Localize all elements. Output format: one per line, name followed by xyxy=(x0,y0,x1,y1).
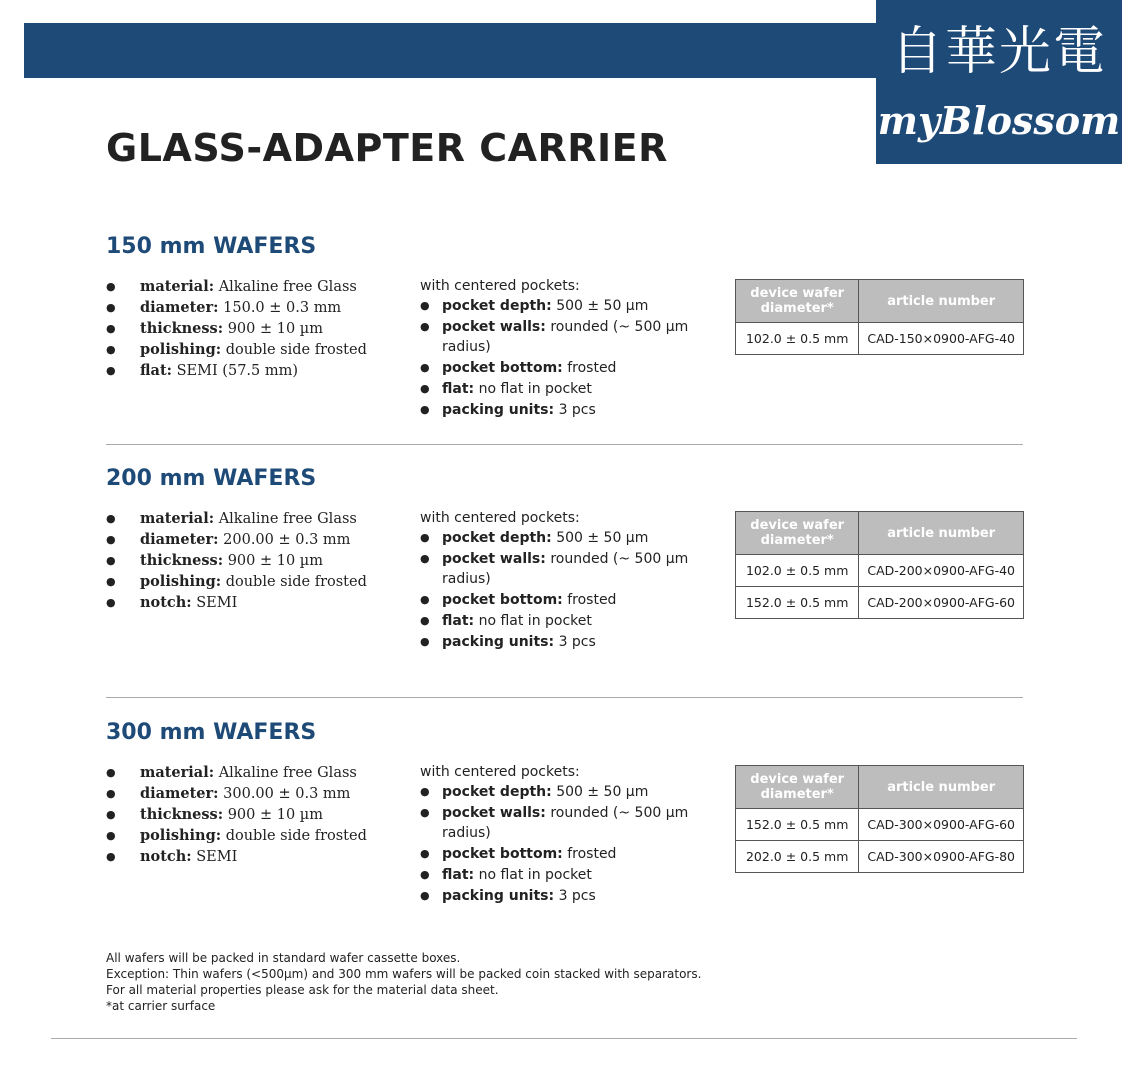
property-item: ● material: Alkaline free Glass xyxy=(106,762,406,783)
table-cell-diameter: 102.0 ± 0.5 mm xyxy=(736,555,859,587)
table-cell-diameter: 152.0 ± 0.5 mm xyxy=(736,809,859,841)
pocket-item: ● flat: no flat in pocket xyxy=(420,611,720,631)
pocket-item: ● pocket bottom: frosted xyxy=(420,358,720,378)
property-item: ● notch: SEMI xyxy=(106,592,406,613)
pocket-item: ● pocket depth: 500 ± 50 µm xyxy=(420,782,720,802)
pocket-item: ● pocket depth: 500 ± 50 µm xyxy=(420,296,720,316)
pocket-item: ● pocket depth: 500 ± 50 µm xyxy=(420,528,720,548)
property-item: ● polishing: double side frosted xyxy=(106,571,406,592)
property-item: ● material: Alkaline free Glass xyxy=(106,508,406,529)
table-header-article: article number xyxy=(859,766,1024,809)
property-item: ● polishing: double side frosted xyxy=(106,825,406,846)
property-list xyxy=(106,276,406,381)
footer-divider xyxy=(51,1038,1077,1039)
section-300mm xyxy=(106,719,1024,939)
table-row xyxy=(736,555,1024,587)
table-cell-article: CAD-200×0900-AFG-40 xyxy=(859,555,1024,587)
table-cell-article: CAD-200×0900-AFG-60 xyxy=(859,587,1024,619)
pocket-item: ● flat: no flat in pocket xyxy=(420,865,720,885)
property-item: ● polishing: double side frosted xyxy=(106,339,406,360)
pockets-intro: with centered pockets: xyxy=(420,510,580,526)
table-row xyxy=(736,841,1024,873)
brand-english-name: myBlossom xyxy=(877,98,1121,143)
section-divider xyxy=(106,697,1023,698)
property-item: ● notch: SEMI xyxy=(106,846,406,867)
pocket-item: ● pocket walls: rounded (~ 500 µm radius) xyxy=(420,317,720,357)
section-title: 200 mm WAFERS xyxy=(106,466,317,491)
footnote-line: All wafers will be packed in standard wafer cassette boxes. xyxy=(106,951,461,965)
table-cell-diameter: 152.0 ± 0.5 mm xyxy=(736,587,859,619)
table-cell-diameter: 102.0 ± 0.5 mm xyxy=(736,323,859,355)
table-header-article: article number xyxy=(859,512,1024,555)
pocket-item: ● pocket walls: rounded (~ 500 µm radius) xyxy=(420,803,720,843)
table-header-article: article number xyxy=(859,280,1024,323)
table-row xyxy=(736,809,1024,841)
pocket-item: ● flat: no flat in pocket xyxy=(420,379,720,399)
table-header-diameter: device wafer diameter* xyxy=(736,512,859,555)
section-200mm xyxy=(106,465,1024,685)
brand-chinese-name: 自華光電 xyxy=(890,22,1107,82)
property-item: ● diameter: 200.00 ± 0.3 mm xyxy=(106,529,406,550)
section-title: 300 mm WAFERS xyxy=(106,720,317,745)
pocket-item: ● pocket bottom: frosted xyxy=(420,844,720,864)
section-title: 150 mm WAFERS xyxy=(106,234,317,259)
pocket-item: ● packing units: 3 pcs xyxy=(420,632,720,652)
table-row xyxy=(736,587,1024,619)
table-cell-article: CAD-300×0900-AFG-60 xyxy=(859,809,1024,841)
property-list xyxy=(106,508,406,613)
property-item: ● thickness: 900 ± 10 µm xyxy=(106,550,406,571)
table-header-diameter: device wafer diameter* xyxy=(736,280,859,323)
property-item: ● diameter: 150.0 ± 0.3 mm xyxy=(106,297,406,318)
page-title: GLASS-ADAPTER CARRIER xyxy=(106,126,668,170)
property-item: ● diameter: 300.00 ± 0.3 mm xyxy=(106,783,406,804)
pocket-list xyxy=(420,508,720,653)
property-item: ● material: Alkaline free Glass xyxy=(106,276,406,297)
property-item: ● thickness: 900 ± 10 µm xyxy=(106,804,406,825)
table-cell-diameter: 202.0 ± 0.5 mm xyxy=(736,841,859,873)
table-row xyxy=(736,323,1024,355)
section-divider xyxy=(106,444,1023,445)
brand-logo xyxy=(876,0,1122,164)
table-cell-article: CAD-150×0900-AFG-40 xyxy=(859,323,1024,355)
pockets-intro: with centered pockets: xyxy=(420,764,580,780)
footnote-line: *at carrier surface xyxy=(106,999,216,1013)
table-header-diameter: device wafer diameter* xyxy=(736,766,859,809)
article-table xyxy=(735,765,1024,873)
footnote-line: Exception: Thin wafers (<500µm) and 300 mm wafers will be packed coin stacked with separators. xyxy=(106,967,702,981)
header-bar xyxy=(24,23,876,78)
table-cell-article: CAD-300×0900-AFG-80 xyxy=(859,841,1024,873)
footnotes xyxy=(106,950,701,1014)
pocket-item: ● packing units: 3 pcs xyxy=(420,886,720,906)
pocket-item: ● pocket walls: rounded (~ 500 µm radius) xyxy=(420,549,720,589)
article-table xyxy=(735,511,1024,619)
footnote-line: For all material properties please ask for the material data sheet. xyxy=(106,983,499,997)
property-item: ● flat: SEMI (57.5 mm) xyxy=(106,360,406,381)
section-150mm xyxy=(106,233,1024,433)
article-table xyxy=(735,279,1024,355)
pocket-item: ● packing units: 3 pcs xyxy=(420,400,720,420)
property-item: ● thickness: 900 ± 10 µm xyxy=(106,318,406,339)
pocket-list xyxy=(420,762,720,907)
pocket-list xyxy=(420,276,720,421)
pockets-intro: with centered pockets: xyxy=(420,278,580,294)
property-list xyxy=(106,762,406,867)
pocket-item: ● pocket bottom: frosted xyxy=(420,590,720,610)
